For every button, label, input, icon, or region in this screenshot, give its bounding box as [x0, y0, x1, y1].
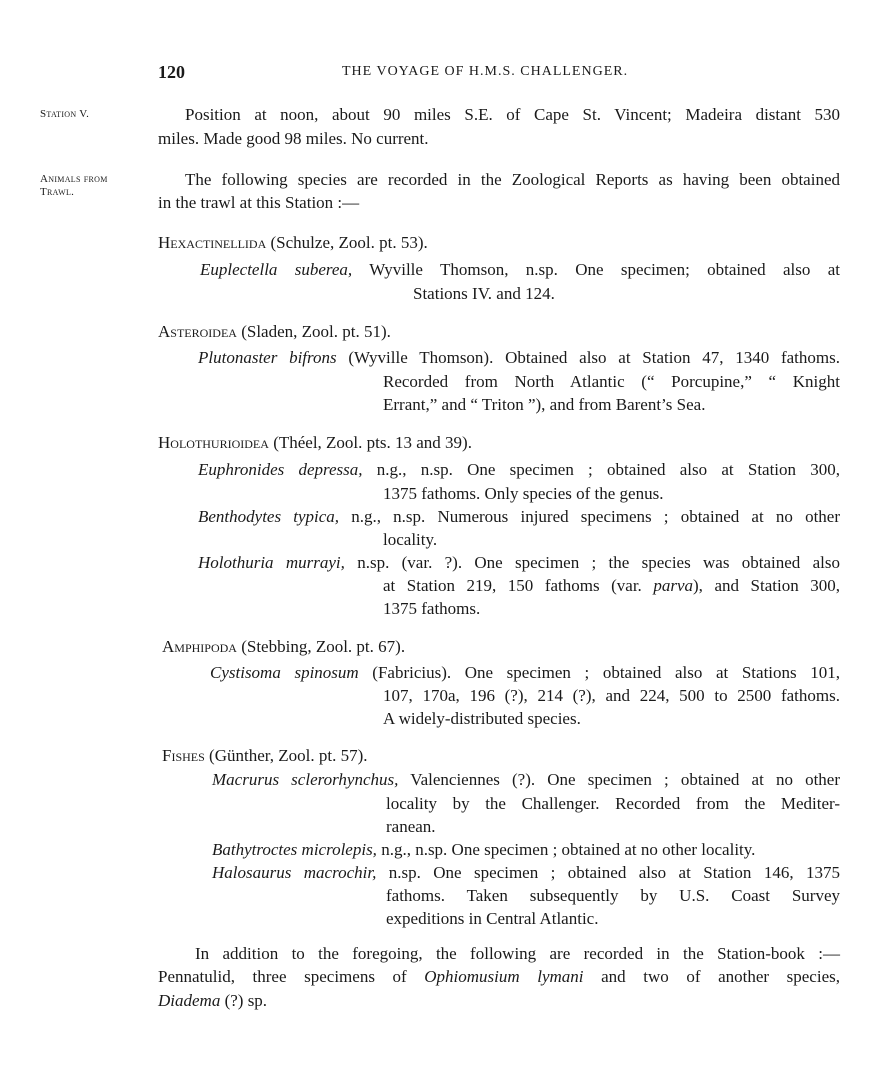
species-name: Halosaurus macrochir, — [212, 863, 377, 882]
species-continuation: Stations IV. and 124. — [413, 284, 555, 303]
group-ref: (Stebbing, Zool. pt. 67). — [236, 637, 406, 656]
species-name: Plutonaster bifrons — [198, 348, 337, 367]
group-name: Amphipoda — [162, 637, 237, 656]
group-heading-holothurioidea — [158, 433, 472, 453]
species-text: (Fabricius). One specimen ; obtained also at Stations 101, — [358, 663, 840, 682]
position-line-1: Position at noon, about 90 miles S.E. of Cape St. Vincent; Madeira distant 530 — [185, 105, 840, 124]
species-text: (Wyville Thomson). Obtained also at Station 47, 1340 fathoms. — [336, 348, 840, 367]
intro-line-1: The following species are recorded in the Zoological Reports as having been obtained — [185, 170, 840, 189]
group-name: Holothurioidea — [158, 433, 269, 452]
species-name: Euphronides depressa, — [198, 460, 363, 479]
species-text: n.sp. One specimen ; obtained also at Station 146, 1375 — [376, 863, 841, 882]
species-line — [198, 553, 840, 573]
closing-line-2 — [158, 967, 840, 987]
species-line — [198, 507, 840, 527]
species-text: n.g., n.sp. One specimen ; obtained at no other locality. — [376, 840, 756, 859]
species-continuation — [383, 576, 840, 596]
variety-name: parva — [653, 576, 694, 595]
species-continuation: 1375 fathoms. Only species of the genus. — [383, 484, 664, 503]
species-line — [198, 348, 840, 368]
species-continuation: expeditions in Central Atlantic. — [386, 909, 599, 928]
group-ref: (Théel, Zool. pts. 13 and 39). — [268, 433, 472, 452]
species-continuation: A widely-distributed species. — [383, 709, 581, 728]
closing-line-3 — [158, 991, 267, 1011]
closing-text: and two of another species, — [583, 967, 840, 986]
group-heading-fishes — [162, 746, 367, 766]
species-continuation: 107, 170a, 196 (?), 214 (?), and 224, 500 to 2500 fathoms. — [383, 686, 840, 705]
group-ref: (Günther, Zool. pt. 57). — [204, 746, 368, 765]
intro-line-2: in the trawl at this Station :— — [158, 193, 360, 212]
species-name: Cystisoma spinosum — [210, 663, 359, 682]
closing-text: (?) sp. — [220, 991, 268, 1010]
species-line — [212, 840, 840, 860]
group-name: Fishes — [162, 746, 205, 765]
species-text: at Station 219, 150 fathoms (var. — [383, 576, 654, 595]
species-text: ), and Station 300, — [693, 576, 840, 595]
species-line — [210, 663, 840, 683]
species-name: Holothuria murrayi, — [198, 553, 345, 572]
species-continuation: Recorded from North Atlantic (“ Porcupine,” “ Knight — [383, 372, 840, 391]
species-line — [198, 460, 840, 480]
species-continuation: fathoms. Taken subsequently by U.S. Coast Survey — [386, 886, 840, 905]
group-heading-amphipoda — [162, 637, 405, 657]
species-name: Benthodytes typica, — [198, 507, 340, 526]
running-header — [0, 62, 880, 84]
species-continuation: locality. — [383, 530, 438, 549]
group-name: Asteroidea — [158, 322, 237, 341]
species-continuation: Errant,” and “ Triton ”), and from Barent’s Sea. — [383, 395, 706, 414]
species-name: Diadema — [158, 991, 221, 1010]
species-line — [212, 770, 840, 790]
group-name: Hexactinellida — [158, 233, 267, 252]
species-name: Macrurus sclerorhynchus, — [212, 770, 399, 789]
page-number: 120 — [158, 62, 185, 82]
group-ref: (Schulze, Zool. pt. 53). — [266, 233, 428, 252]
species-text: n.g., n.sp. Numerous injured specimens ; obtained at no other — [339, 507, 840, 526]
position-line-2: miles. Made good 98 miles. No current. — [158, 129, 429, 148]
species-continuation: ranean. — [386, 817, 436, 836]
species-name: Bathytroctes microlepis, — [212, 840, 377, 859]
closing-text: Pennatulid, three specimens of — [158, 967, 425, 986]
margin-note-animals-2: Trawl. — [40, 186, 75, 198]
species-line — [200, 260, 840, 280]
species-text: Wyville Thomson, n.sp. One specimen; obtained also at — [352, 260, 840, 279]
margin-note-station: Station V. — [40, 108, 90, 120]
species-text: n.sp. (var. ?). One specimen ; the species was obtained also — [344, 553, 841, 572]
species-continuation: locality by the Challenger. Recorded from the Mediter- — [386, 794, 840, 813]
running-title: THE VOYAGE OF H.M.S. CHALLENGER. — [342, 64, 629, 79]
species-text: Valenciennes (?). One specimen ; obtained at no other — [398, 770, 840, 789]
species-continuation: 1375 fathoms. — [383, 599, 481, 618]
group-heading-asteroidea — [158, 322, 391, 342]
closing-line-1: In addition to the foregoing, the following are recorded in the Station-book :— — [195, 944, 840, 963]
species-text: n.g., n.sp. One specimen ; obtained also at Station 300, — [362, 460, 841, 479]
species-name: Ophiomusium lymani — [424, 967, 584, 986]
margin-note-animals-1: Animals from — [40, 173, 108, 185]
species-name: Euplectella suberea, — [200, 260, 353, 279]
group-heading-hexactinellida — [158, 233, 428, 253]
group-ref: (Sladen, Zool. pt. 51). — [236, 322, 391, 341]
species-line — [212, 863, 840, 883]
